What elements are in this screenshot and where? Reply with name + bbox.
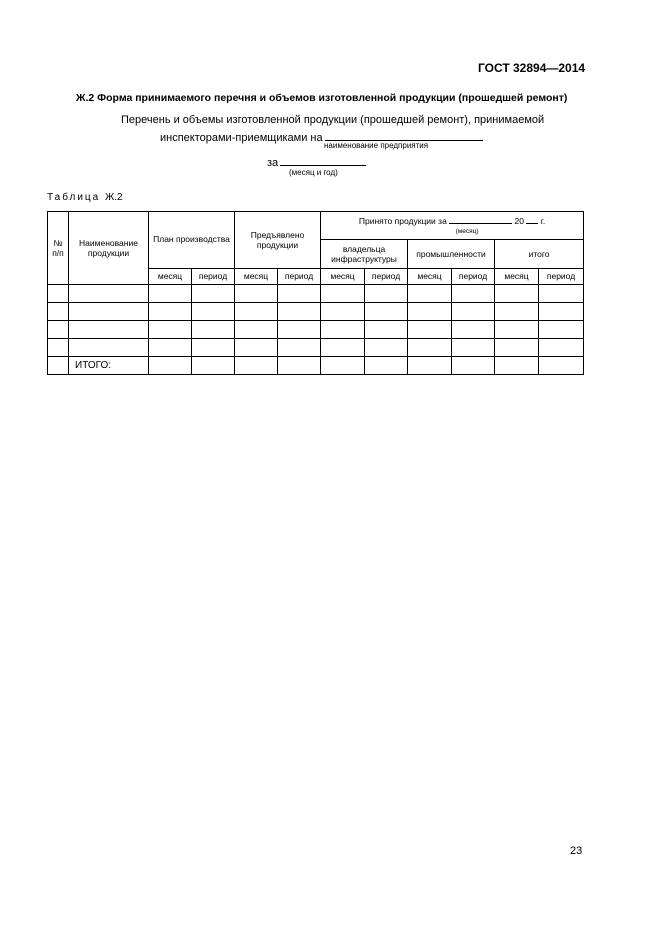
header-received-suffix: г. (540, 216, 546, 226)
month-year-hint: (месяц и год) (289, 168, 338, 177)
header-presented: Предъявлено продукции (235, 212, 321, 269)
standard-number: ГОСТ 32894—2014 (478, 61, 586, 75)
sub-plan-period: период (192, 269, 235, 285)
header-total: итого (495, 240, 584, 269)
sub-presented-month: месяц (235, 269, 278, 285)
header-received-year: 20 (514, 216, 525, 226)
header-industry: промышленности (408, 240, 495, 269)
table-caption-prefix: Таблица (47, 192, 101, 203)
enterprise-blank (325, 130, 483, 141)
sub-owner-period: период (365, 269, 408, 285)
intro-line-3-text: за (267, 157, 279, 169)
table-caption-number: Ж.2 (105, 192, 123, 203)
page-number: 23 (570, 845, 583, 857)
header-received-prefix: Принято продукции за (358, 216, 447, 226)
sub-owner-month: месяц (321, 269, 365, 285)
received-month-hint: (месяц) (455, 228, 479, 236)
header-name: Наименование продукции (69, 212, 149, 285)
header-owner: владельца инфраструктуры (321, 240, 408, 269)
section-title: Ж.2 Форма принимаемого перечня и объемов изготовленной продукции (прошедшей ремонт) (76, 92, 568, 104)
table-row (48, 339, 584, 357)
sub-total-period: период (539, 269, 584, 285)
header-plan: План производства (149, 212, 235, 269)
total-row-label: ИТОГО: (69, 357, 149, 375)
sub-industry-month: месяц (408, 269, 452, 285)
enterprise-hint: наименование предприятия (324, 141, 429, 150)
month-year-blank (280, 155, 366, 166)
received-month-blank (449, 215, 512, 224)
intro-line-2-text: инспекторами-приемщиками на (160, 132, 323, 144)
table-row (48, 285, 584, 303)
total-row (48, 357, 584, 375)
header-received (321, 212, 584, 240)
products-table (47, 211, 584, 375)
table-caption (47, 192, 123, 203)
table-row (48, 321, 584, 339)
table-row (48, 303, 584, 321)
sub-total-month: месяц (495, 269, 539, 285)
intro-line-1: Перечень и объемы изготовленной продукции (прошедшей ремонт), принимаемой (121, 114, 545, 126)
sub-industry-period: период (452, 269, 495, 285)
sub-plan-month: месяц (149, 269, 192, 285)
intro-line-3 (267, 155, 366, 169)
header-num: № п/п (48, 212, 69, 285)
intro-line-2 (160, 130, 483, 144)
received-year-blank (526, 215, 538, 224)
sub-presented-period: период (278, 269, 321, 285)
